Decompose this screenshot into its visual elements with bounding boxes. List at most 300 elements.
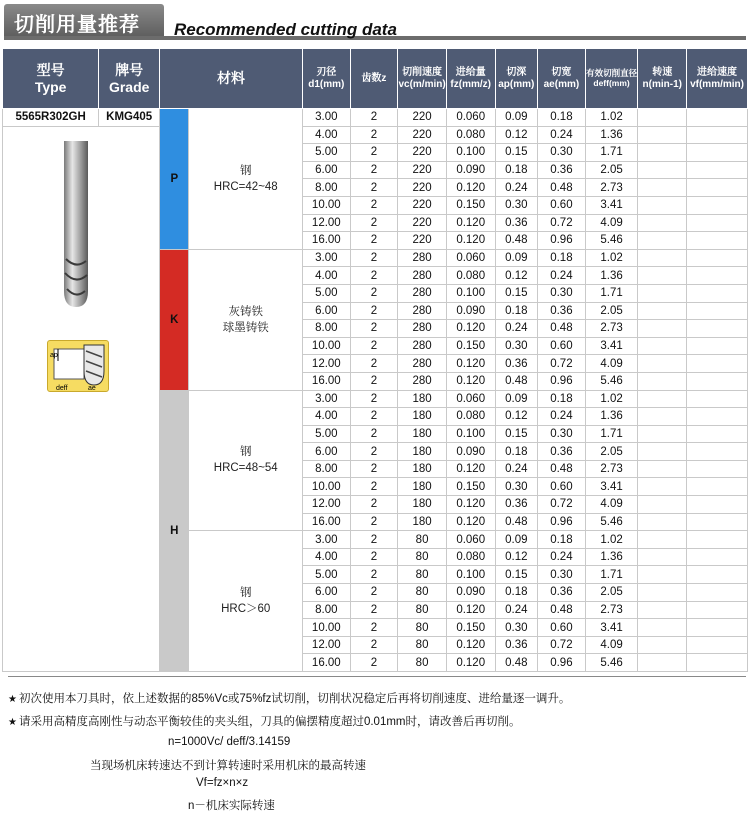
table-body (3, 109, 748, 672)
table-cell: 0.48 (538, 320, 586, 338)
table-cell: 0.36 (538, 302, 586, 320)
header-row (3, 49, 748, 109)
table-cell: 0.72 (538, 636, 586, 654)
n-cell (638, 267, 687, 285)
vf-cell (687, 619, 748, 637)
product-type: 5565R302GH (3, 109, 99, 127)
table-cell: 1.71 (585, 425, 638, 443)
table-cell: 5.00 (303, 425, 351, 443)
table-cell: 80 (398, 636, 447, 654)
table-cell: 0.96 (538, 513, 586, 531)
table-cell: 280 (398, 372, 447, 390)
tool-illustration (3, 126, 160, 671)
material-spec: HRC=42~48 (213, 180, 278, 193)
material-name (189, 390, 303, 531)
vf-cell (687, 109, 748, 127)
n-cell (638, 355, 687, 373)
n-cell (638, 636, 687, 654)
table-cell: 2 (350, 126, 398, 144)
table-cell: 10.00 (303, 337, 351, 355)
table-cell: 0.48 (538, 460, 586, 478)
material-label: 钢 (239, 587, 252, 600)
table-cell: 2 (350, 372, 398, 390)
n-cell (638, 460, 687, 478)
table-cell: 1.71 (585, 284, 638, 302)
table-cell: 0.150 (446, 337, 495, 355)
table-cell: 0.080 (446, 267, 495, 285)
table-cell: 0.72 (538, 214, 586, 232)
table-cell: 10.00 (303, 478, 351, 496)
table-cell: 2 (350, 425, 398, 443)
product-grade: KMG405 (99, 109, 160, 127)
table-cell: 0.18 (495, 443, 538, 461)
table-cell: 4.09 (585, 214, 638, 232)
vf-cell (687, 654, 748, 672)
table-cell: 4.00 (303, 267, 351, 285)
table-cell: 5.00 (303, 284, 351, 302)
material-label: 钢 (239, 164, 252, 177)
table-cell: 2 (350, 109, 398, 127)
table-cell: 3.00 (303, 249, 351, 267)
table-cell: 0.30 (495, 196, 538, 214)
vf-cell (687, 531, 748, 549)
star-icon: ★ (8, 694, 17, 705)
material-group-k: K (160, 249, 189, 390)
vf-cell (687, 355, 748, 373)
table-cell: 1.36 (585, 126, 638, 144)
vf-cell (687, 636, 748, 654)
table-cell: 220 (398, 196, 447, 214)
table-cell: 6.00 (303, 584, 351, 602)
table-cell: 2 (350, 584, 398, 602)
n-cell (638, 566, 687, 584)
table-cell: 220 (398, 126, 447, 144)
table-cell: 4.09 (585, 496, 638, 514)
table-cell: 0.24 (495, 179, 538, 197)
vf-cell (687, 302, 748, 320)
n-cell (638, 320, 687, 338)
table-cell: 16.00 (303, 654, 351, 672)
vf-cell (687, 196, 748, 214)
table-cell: 80 (398, 601, 447, 619)
vf-cell (687, 601, 748, 619)
table-cell: 4.09 (585, 636, 638, 654)
header-deff: 有效切削直径 deff(mm) (585, 49, 638, 109)
table-cell: 5.00 (303, 144, 351, 162)
header-type: 型号 Type (3, 49, 99, 109)
table-cell: 0.24 (538, 126, 586, 144)
table-cell: 0.100 (446, 566, 495, 584)
table-cell: 5.46 (585, 513, 638, 531)
material-name (189, 109, 303, 250)
table-cell: 0.060 (446, 531, 495, 549)
table-cell: 4.09 (585, 355, 638, 373)
table-cell: 8.00 (303, 320, 351, 338)
table-cell: 0.48 (495, 372, 538, 390)
n-cell (638, 284, 687, 302)
vf-cell (687, 249, 748, 267)
table-cell: 0.36 (538, 161, 586, 179)
table-cell: 2 (350, 337, 398, 355)
table-cell: 12.00 (303, 636, 351, 654)
n-cell (638, 390, 687, 408)
table-cell: 1.36 (585, 267, 638, 285)
n-cell (638, 496, 687, 514)
vf-cell (687, 179, 748, 197)
table-cell: 16.00 (303, 232, 351, 250)
table-cell: 280 (398, 249, 447, 267)
table-cell: 180 (398, 460, 447, 478)
table-cell: 4.00 (303, 126, 351, 144)
material-group-p: P (160, 109, 189, 250)
table-cell: 2 (350, 548, 398, 566)
table-cell: 180 (398, 425, 447, 443)
table-cell: 280 (398, 337, 447, 355)
table-cell: 0.24 (538, 548, 586, 566)
table-cell: 180 (398, 408, 447, 426)
cutting-parameters-diagram (47, 340, 109, 392)
vf-cell (687, 548, 748, 566)
table-cell: 0.080 (446, 126, 495, 144)
table-cell: 0.150 (446, 196, 495, 214)
table-cell: 80 (398, 548, 447, 566)
material-label: 钢 (239, 446, 252, 459)
n-cell (638, 196, 687, 214)
table-cell: 0.60 (538, 196, 586, 214)
table-cell: 0.18 (495, 302, 538, 320)
cutting-data-table (2, 48, 748, 672)
table-cell: 2.73 (585, 601, 638, 619)
table-cell: 0.120 (446, 372, 495, 390)
table-cell: 0.36 (495, 214, 538, 232)
material-name (189, 531, 303, 672)
table-cell: 10.00 (303, 619, 351, 637)
table-cell: 0.36 (495, 636, 538, 654)
vf-cell (687, 496, 748, 514)
material-spec: 球墨铸铁 (222, 321, 269, 334)
table-cell: 2 (350, 566, 398, 584)
table-cell: 180 (398, 478, 447, 496)
table-cell: 280 (398, 320, 447, 338)
table-cell: 180 (398, 496, 447, 514)
table-cell: 0.120 (446, 601, 495, 619)
table-cell: 0.24 (538, 267, 586, 285)
material-name (189, 249, 303, 390)
table-cell: 0.48 (538, 179, 586, 197)
header-ae: 切宽 ae(mm) (538, 49, 586, 109)
table-cell: 2 (350, 232, 398, 250)
table-cell: 1.71 (585, 144, 638, 162)
table-cell: 280 (398, 302, 447, 320)
table-cell: 2.05 (585, 161, 638, 179)
n-cell (638, 109, 687, 127)
table-cell: 2 (350, 478, 398, 496)
table-cell: 2 (350, 267, 398, 285)
table-cell: 280 (398, 355, 447, 373)
table-cell: 2 (350, 513, 398, 531)
table-cell: 0.120 (446, 496, 495, 514)
table-cell: 2.73 (585, 179, 638, 197)
table-cell: 0.30 (538, 425, 586, 443)
table-cell: 0.090 (446, 302, 495, 320)
table-cell: 0.09 (495, 249, 538, 267)
table-cell: 2 (350, 249, 398, 267)
table-cell: 2 (350, 161, 398, 179)
table-cell: 0.090 (446, 161, 495, 179)
table-cell: 0.48 (495, 513, 538, 531)
table-cell: 6.00 (303, 161, 351, 179)
formula-n-def: n－机床实际转速 (188, 800, 275, 812)
table-cell: 1.02 (585, 249, 638, 267)
vf-cell (687, 513, 748, 531)
n-cell (638, 443, 687, 461)
table-cell: 2 (350, 214, 398, 232)
vf-cell (687, 566, 748, 584)
table-cell: 4.00 (303, 408, 351, 426)
table-cell: 0.18 (538, 531, 586, 549)
table-cell: 0.060 (446, 390, 495, 408)
table-cell: 0.120 (446, 320, 495, 338)
title-en: Recommended cutting data (174, 20, 397, 39)
vf-cell (687, 408, 748, 426)
table-cell: 3.41 (585, 478, 638, 496)
table-cell: 80 (398, 584, 447, 602)
table-cell: 0.080 (446, 408, 495, 426)
table-cell: 12.00 (303, 214, 351, 232)
n-cell (638, 179, 687, 197)
header-vc: 切削速度 vc(m/min) (398, 49, 447, 109)
table-cell: 0.090 (446, 584, 495, 602)
material-label: 灰铸铁 (228, 305, 263, 318)
vf-cell (687, 214, 748, 232)
header-d1: 刃径 d1(mm) (303, 49, 351, 109)
svg-text:deff: deff (56, 384, 68, 392)
vf-cell (687, 284, 748, 302)
table-cell: 2.73 (585, 460, 638, 478)
table-cell: 0.150 (446, 619, 495, 637)
table-cell: 3.41 (585, 196, 638, 214)
table-cell: 0.30 (538, 284, 586, 302)
vf-cell (687, 267, 748, 285)
svg-text:ae: ae (88, 384, 96, 392)
table-cell: 2 (350, 196, 398, 214)
table-cell: 2 (350, 619, 398, 637)
table-cell: 2 (350, 302, 398, 320)
vf-cell (687, 144, 748, 162)
material-spec: HRC=48~54 (213, 462, 278, 475)
table-cell: 180 (398, 390, 447, 408)
table-cell: 220 (398, 179, 447, 197)
table-cell: 12.00 (303, 355, 351, 373)
table-cell: 0.120 (446, 179, 495, 197)
table-cell: 0.09 (495, 390, 538, 408)
table-cell: 0.120 (446, 636, 495, 654)
table-cell: 0.100 (446, 425, 495, 443)
table-cell: 5.00 (303, 566, 351, 584)
table-cell: 0.18 (495, 584, 538, 602)
n-cell (638, 478, 687, 496)
table-cell: 2 (350, 531, 398, 549)
table-cell: 2 (350, 179, 398, 197)
vf-cell (687, 390, 748, 408)
ball-end-mill-icon (59, 141, 93, 311)
n-cell (638, 249, 687, 267)
table-cell: 0.18 (538, 249, 586, 267)
vf-cell (687, 337, 748, 355)
table-cell: 0.36 (538, 584, 586, 602)
vf-cell (687, 232, 748, 250)
table-cell: 0.96 (538, 372, 586, 390)
note-2: ★ 请采用高精度高刚性与动态平衡较佳的夹头组，刀具的偏摆精度超过0.01mm时，请改善后再切削。 (8, 716, 521, 728)
table-cell: 2.73 (585, 320, 638, 338)
table-cell: 5.46 (585, 232, 638, 250)
n-cell (638, 548, 687, 566)
note-machine-speed: 当现场机床转速达不到计算转速时采用机床的最高转速 (90, 760, 366, 772)
table-cell: 80 (398, 566, 447, 584)
table-cell: 0.60 (538, 619, 586, 637)
vf-cell (687, 320, 748, 338)
table-cell: 0.12 (495, 126, 538, 144)
table-cell: 0.96 (538, 654, 586, 672)
table-cell: 0.150 (446, 478, 495, 496)
divider (8, 676, 746, 677)
table-cell: 180 (398, 443, 447, 461)
table-cell: 0.060 (446, 249, 495, 267)
table-cell: 4.00 (303, 548, 351, 566)
table-cell: 0.12 (495, 548, 538, 566)
table-cell: 8.00 (303, 460, 351, 478)
table-cell: 0.120 (446, 232, 495, 250)
table-cell: 3.00 (303, 390, 351, 408)
vf-cell (687, 372, 748, 390)
table-cell: 2 (350, 284, 398, 302)
title-bar (0, 0, 750, 40)
header-grade: 牌号 Grade (99, 49, 160, 109)
header-fz: 进给量 fz(mm/z) (446, 49, 495, 109)
header-z: 齿数z (350, 49, 398, 109)
table-cell: 1.02 (585, 109, 638, 127)
vf-cell (687, 126, 748, 144)
table-cell: 2 (350, 636, 398, 654)
star-icon: ★ (8, 717, 17, 728)
table-cell: 3.00 (303, 531, 351, 549)
n-cell (638, 126, 687, 144)
table-cell: 0.080 (446, 548, 495, 566)
table-cell: 3.41 (585, 337, 638, 355)
table-cell: 0.15 (495, 284, 538, 302)
header-vf: 进给速度 vf(mm/min) (687, 49, 748, 109)
table-cell: 280 (398, 267, 447, 285)
table-cell: 1.02 (585, 390, 638, 408)
table-cell: 0.100 (446, 284, 495, 302)
table-cell: 6.00 (303, 443, 351, 461)
table-cell: 0.060 (446, 109, 495, 127)
n-cell (638, 337, 687, 355)
table-cell: 0.24 (495, 601, 538, 619)
table-cell: 0.24 (495, 460, 538, 478)
n-cell (638, 513, 687, 531)
table-cell: 280 (398, 284, 447, 302)
vf-cell (687, 584, 748, 602)
table-cell: 0.24 (495, 320, 538, 338)
formula-n: n=1000Vc/ deff/3.14159 (168, 736, 291, 748)
n-cell (638, 408, 687, 426)
formula-vf: Vf=fz×n×z (196, 777, 249, 789)
table-cell: 0.48 (538, 601, 586, 619)
table-cell: 0.100 (446, 144, 495, 162)
table-cell: 0.09 (495, 531, 538, 549)
table-cell: 16.00 (303, 372, 351, 390)
table-cell: 0.24 (538, 408, 586, 426)
table-cell: 3.41 (585, 619, 638, 637)
table-cell: 2 (350, 355, 398, 373)
table-cell: 2 (350, 496, 398, 514)
table-cell: 0.18 (495, 161, 538, 179)
table-cell: 220 (398, 161, 447, 179)
table-cell: 2 (350, 443, 398, 461)
table-cell: 8.00 (303, 179, 351, 197)
table-cell: 0.36 (495, 496, 538, 514)
table-cell: 3.00 (303, 109, 351, 127)
table-cell: 2 (350, 408, 398, 426)
table-cell: 2 (350, 601, 398, 619)
table-cell: 0.18 (538, 390, 586, 408)
material-group-h: H (160, 390, 189, 672)
n-cell (638, 144, 687, 162)
n-cell (638, 584, 687, 602)
vf-cell (687, 161, 748, 179)
n-cell (638, 601, 687, 619)
table-cell: 220 (398, 144, 447, 162)
table-cell: 0.12 (495, 408, 538, 426)
header-ap: 切深 ap(mm) (495, 49, 538, 109)
material-spec: HRC＞60 (221, 603, 271, 616)
header-n: 转速 n(min-1) (638, 49, 687, 109)
table-cell: 5.46 (585, 372, 638, 390)
table-cell: 10.00 (303, 196, 351, 214)
table-cell: 80 (398, 619, 447, 637)
table-cell: 0.120 (446, 355, 495, 373)
vf-cell (687, 460, 748, 478)
table-cell: 0.090 (446, 443, 495, 461)
n-cell (638, 214, 687, 232)
table-cell: 0.18 (538, 109, 586, 127)
n-cell (638, 161, 687, 179)
title-cn: 切削用量推荐 (4, 4, 164, 36)
n-cell (638, 425, 687, 443)
table-cell: 0.30 (538, 144, 586, 162)
table-cell: 80 (398, 654, 447, 672)
table-cell: 16.00 (303, 513, 351, 531)
table-cell: 80 (398, 531, 447, 549)
table-cell: 0.60 (538, 337, 586, 355)
table-cell: 220 (398, 232, 447, 250)
n-cell (638, 372, 687, 390)
table-cell: 180 (398, 513, 447, 531)
table-cell: 0.120 (446, 460, 495, 478)
table-cell: 1.02 (585, 531, 638, 549)
table-cell: 0.120 (446, 654, 495, 672)
note-1: ★ 初次使用本刀具时，依上述数据的85%Vc或75%fz试切削，切削状况稳定后再将切削速度、进给量逐一调升。 (8, 693, 571, 705)
table-cell: 8.00 (303, 601, 351, 619)
vf-cell (687, 478, 748, 496)
n-cell (638, 654, 687, 672)
table-cell: 1.71 (585, 566, 638, 584)
vf-cell (687, 425, 748, 443)
table-cell: 0.30 (495, 478, 538, 496)
table-cell: 0.15 (495, 566, 538, 584)
table-cell: 2.05 (585, 584, 638, 602)
